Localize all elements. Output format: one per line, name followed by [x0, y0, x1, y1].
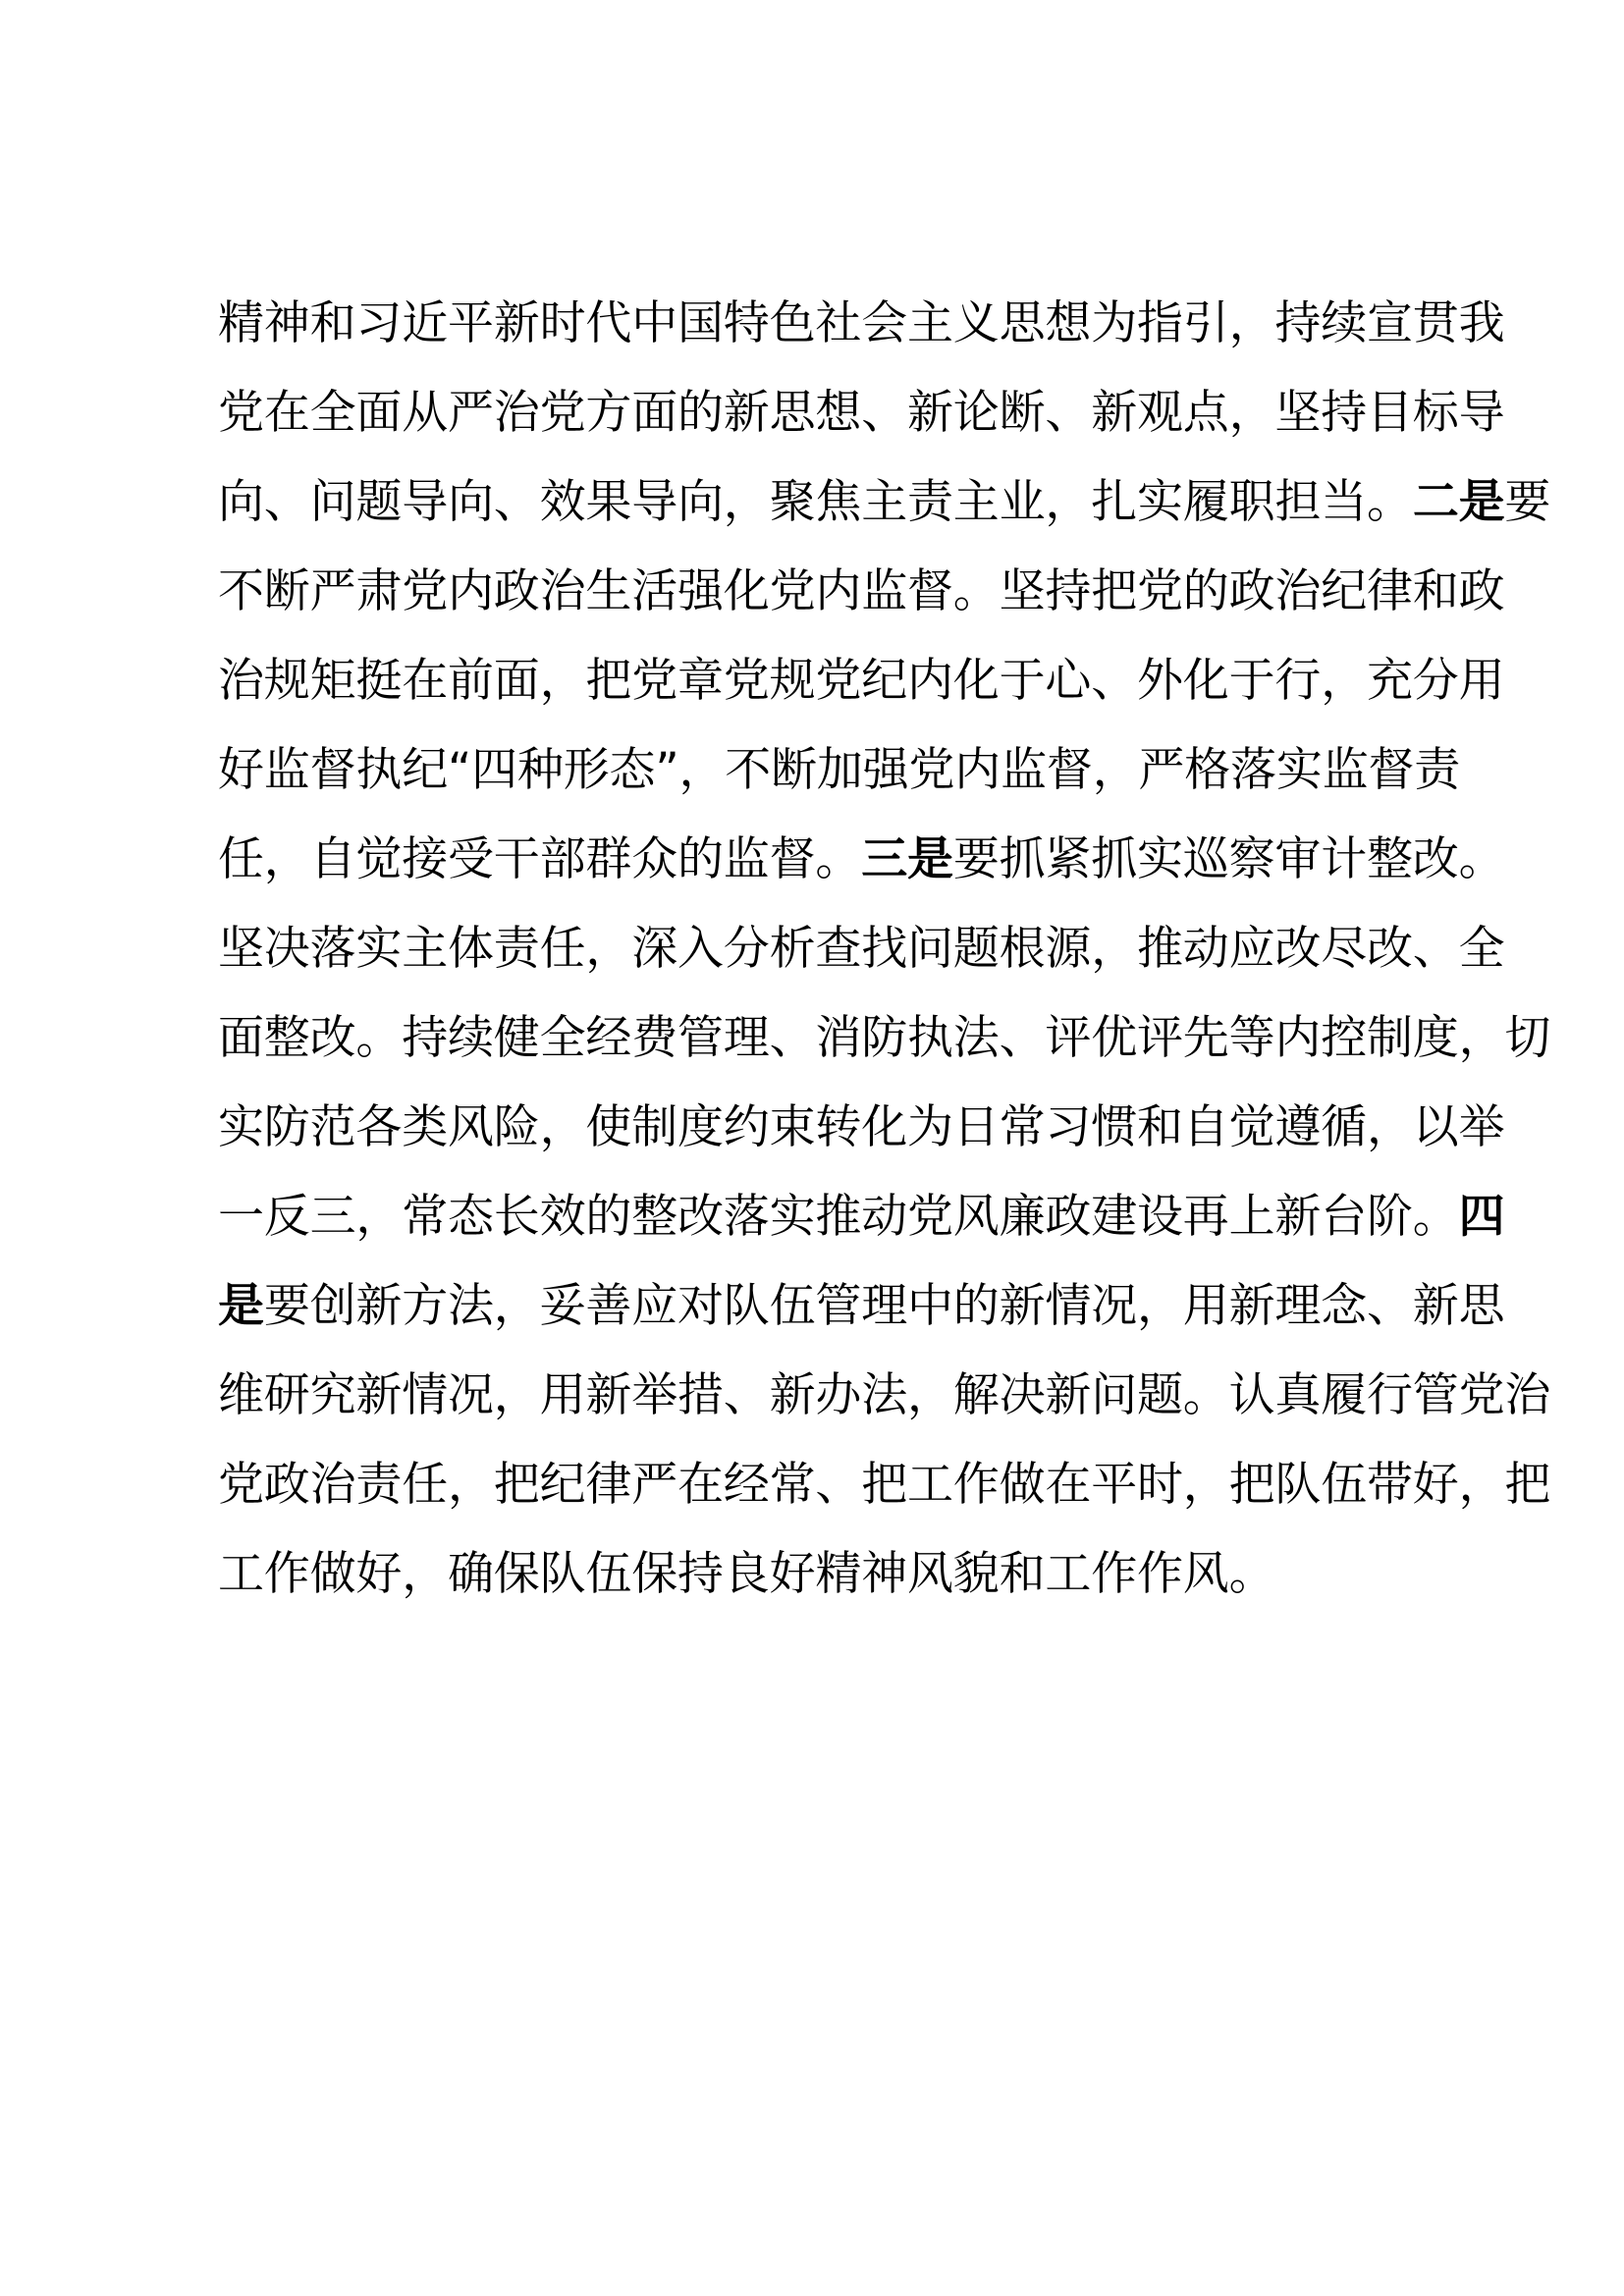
text-run: 向、问题导向、效果导向，聚焦主责主业，扎实履职担当。	[218, 475, 1413, 529]
text-line	[218, 457, 1551, 547]
text-line	[218, 725, 1461, 815]
emphasis-run: 是	[218, 1279, 264, 1333]
text-run: 要创新方法，妥善应对队伍管理中的新情况，用新理念、新思	[263, 1279, 1505, 1333]
emphasis-run: 四	[1458, 1190, 1505, 1244]
text-run: 好监督执纪“四种形态”，不断加强党内监督，严格落实监督责	[218, 743, 1461, 797]
text-run: 治规矩挺在前面，把党章党规党纪内化于心、外化于行，充分用	[218, 654, 1505, 708]
text-run: 维研究新情况，用新举措、新办法，解决新问题。认真履行管党治	[218, 1368, 1551, 1422]
text-run: 工作做好，确保队伍保持良好精神风貌和工作作风。	[218, 1547, 1275, 1601]
text-line	[218, 1172, 1505, 1261]
text-run: 党在全面从严治党方面的新思想、新论断、新观点，坚持目标导	[218, 386, 1505, 440]
text-run: 要	[1504, 475, 1551, 529]
emphasis-run: 三是	[861, 832, 953, 886]
text-run: 坚决落实主体责任，深入分析查找问题根源，推动应改尽改、全	[218, 922, 1505, 976]
text-line	[218, 815, 1505, 904]
text-run: 党政治责任，把纪律严在经常、把工作做在平时，把队伍带好，把	[218, 1458, 1551, 1512]
text-run: 要抓紧抓实巡察审计整改。	[952, 832, 1505, 886]
text-line	[218, 279, 1505, 368]
text-run: 不断严肃党内政治生活强化党内监督。坚持把党的政治纪律和政	[218, 564, 1505, 618]
text-line	[218, 1440, 1551, 1529]
text-run: 实防范各类风险，使制度约束转化为日常习惯和自觉遵循，以举	[218, 1100, 1505, 1154]
text-line	[218, 547, 1505, 636]
body-paragraph	[218, 279, 1551, 1619]
text-line	[218, 904, 1505, 993]
text-line	[218, 636, 1505, 725]
text-run: 精神和习近平新时代中国特色社会主义思想为指引，持续宣贯我	[218, 296, 1505, 350]
text-run: 一反三，常态长效的整改落实推动党风廉政建设再上新台阶。	[218, 1190, 1459, 1244]
text-run: 任，自觉接受干部群众的监督。	[218, 832, 862, 886]
text-line	[218, 1351, 1551, 1440]
text-line	[218, 1261, 1505, 1351]
text-line	[218, 993, 1551, 1083]
text-run: 面整改。持续健全经费管理、消防执法、评优评先等内控制度，切	[218, 1011, 1551, 1065]
text-line	[218, 1529, 1435, 1619]
emphasis-run: 二是	[1412, 475, 1505, 529]
text-line	[218, 368, 1505, 457]
text-line	[218, 1083, 1505, 1172]
